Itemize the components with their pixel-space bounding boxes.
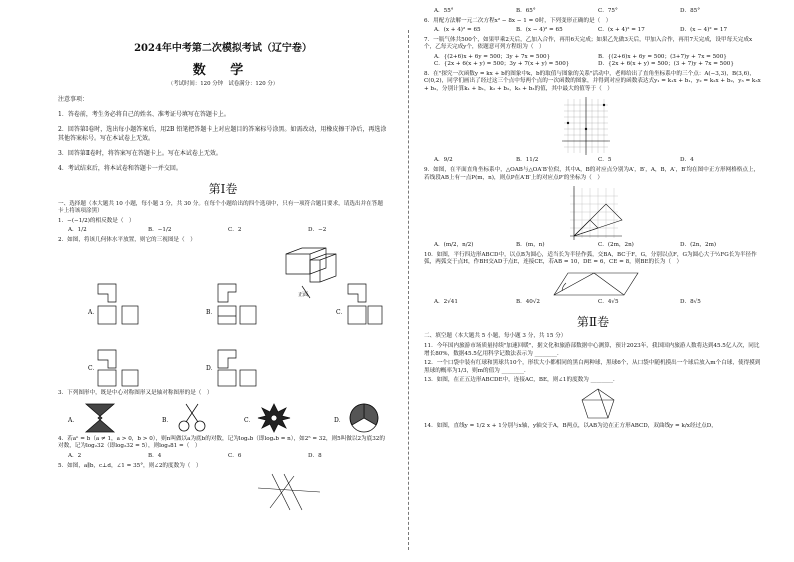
question-1: 1．−(−1/2)的相反数是（ ）: [58, 217, 135, 224]
q4-option-c: C．6: [228, 453, 242, 459]
q9-figure: [424, 184, 762, 242]
q3-label-c: C．: [244, 416, 255, 424]
q3-option-a-figure: [86, 404, 114, 432]
q5-option-b: B．65°: [516, 8, 536, 14]
q8-option-d: D．4: [680, 157, 694, 164]
question-2: 2．如图，将该几何体水平放置，则它的三视图是（ ）: [58, 236, 196, 243]
q10-option-c: C．4√5: [598, 298, 619, 305]
q7-option-b: B．{(2+6)x + 6y = 500；(3+7)y + 7x = 500}: [598, 53, 727, 60]
q2-option-a-figure: [98, 284, 138, 324]
question-11: 11．今年国内旅游市场质量持续"加速回暖"，据文化和旅游部数据中心测算，预计2023年，我国国内旅游人数将达到45.5亿人次，同比增长80%，数据45.5亿用科学记数法表示为 ________．: [424, 343, 760, 357]
q1-option-b: B．−1/2: [148, 227, 172, 234]
q1-option-a: A．1/2: [68, 227, 87, 234]
q2-label-b: B．: [206, 309, 217, 317]
q9-option-b: B．(m，n): [516, 242, 545, 249]
note-item: 3．回答第Ⅱ卷时，将答案写在答题卡上。写在本试卷上无效。: [58, 150, 222, 158]
q2-front-label: 正面: [298, 292, 309, 299]
q1-option-d: D．−2: [308, 227, 327, 234]
q2-label-c2: C．: [88, 365, 99, 373]
q6-option-d: D．(x − 4)² = 17: [680, 27, 728, 34]
question-5: 5．如图，a∥b，c⊥d，∠1 = 35°，则∠2的度数为（ ）: [58, 462, 202, 469]
note-item: 2．回答第Ⅰ卷时，选出每小题答案后，用2B 铅笔把答题卡上对应题目的答案标号涂黑。如需改动，用橡皮擦干净后，再选涂其他答案标号。写在本试卷上无效。: [58, 126, 387, 143]
q1-options: [58, 227, 388, 235]
exam-subject: 数 学: [192, 62, 254, 78]
question-14: 14．如图，直线y = 1/2 x + 1分别与x轴，y轴交于A，B两点，以AB为边在正方形ABCD，双曲线y = k/x经过点D，: [424, 422, 717, 429]
q7-option-a: A．{(2+6)x + 6y = 500；3y + 7x = 500}: [434, 53, 551, 60]
q4-options: [58, 453, 388, 461]
q3-label-b: B．: [162, 416, 173, 424]
part1-label: 第Ⅰ卷: [208, 182, 238, 197]
column-divider: [408, 30, 409, 550]
question-13: 13．如图，在正五边形ABCDE中，连接AC，BE，则∠1的度数为 ________．: [424, 377, 619, 384]
note-item: 1．答卷前，考生务必将自己的姓名、准考证号填写在答题卡上。: [58, 111, 230, 119]
q7-options: [424, 54, 762, 69]
left-column: [58, 8, 388, 556]
q2-label-d: D．: [206, 365, 217, 373]
question-7: 7．一瓶气体共500个，如果甲乘2天后，乙加入合作，再用6天完成；如果乙先做3天后，甲加入合作，再用7天完成，设甲每天完成x个，乙每天完成y个，依题意可列方程组为（ ）: [424, 36, 753, 51]
q10-option-b: B．40√2: [516, 298, 540, 305]
q9-options: [424, 242, 762, 250]
note-item: 4．考试结束后，将本试卷和答题卡一并交回。: [58, 165, 182, 173]
q3-option-b-figure: [179, 404, 205, 431]
q6-option-a: A．(x + 4)² = 65: [434, 27, 481, 34]
q5-option-c: C．75°: [598, 8, 618, 14]
part2-label: 第Ⅱ卷: [576, 315, 610, 330]
right-column: [424, 8, 762, 556]
q8-option-b: B．11/2: [516, 157, 539, 164]
exam-title: 2024年中考第二次模拟考试（辽宁卷）: [134, 43, 312, 54]
question-9: 9．如图，在平面直角坐标系中，△OAB与△OA′B′位似，其中A，B的对应点分别为A′，B′，A，B，A′，B′均在图中正方形网格格点上，若线段AB上有一点P(m，n)，则点P在A′B′上的对应点P′的坐标为（ ）: [424, 167, 760, 181]
question-4: 4．若aⁿ = b（a ≠ 1，a > 0，b > 0），则n叫做以a为底b的对数，记为logₐb（即logₐb = n），如2⁵ = 32，则5叫做以2为底32的对数，记为log₂32（即log₂32 = 5），则log₃81 =（ ）: [58, 435, 385, 450]
q2-option-d-figure: [218, 350, 256, 386]
q5-figure: [58, 472, 388, 512]
q8-option-c: C．5: [598, 157, 612, 164]
q6-option-b: B．(x − 4)² = 65: [516, 27, 563, 34]
q3-option-c-figure: [258, 404, 290, 432]
q5-option-d: D．85°: [680, 8, 700, 14]
q5-options: [424, 8, 762, 16]
q9-option-d: D．(2n，2m): [680, 242, 717, 249]
q2-figures-cd: [58, 348, 388, 388]
question-8: 8．在"探究一次函数y = kx + b的图象中k，b的取值与图象的关系"活动中，老师给出了直角坐标系中的三个点：A(−3,3)，B(3,6)，C(0,2)，同学们画出了经过这三个点中每两个点的一次函数的图象，并得到对应的函数表达式y₁ = k₁x + b₁，y₂ = k₂x + b₂，y₃ = k₃x + b₃，分别计算k₁ + b₁，k₂ + b₂，k₃ + b₃的值，其中最大的值等于（ ）: [424, 70, 761, 92]
part1-section: 一、选择题（本大题共 10 小题，每小题 3 分，共 30 分。在每个小题给出的四个选项中，只有一项符合题目要求，请选出并在答题卡上将该项涂黑）: [58, 200, 383, 215]
q7-option-d: D．{2x + 6(x + y) = 500；(3 + 7)y + 7x = 500}: [598, 61, 734, 68]
q4-option-b: B．4: [148, 453, 162, 459]
exam-info: （考试时间：120 分钟 试卷满分：120 分）: [167, 81, 279, 88]
q2-option-b-figure: [218, 284, 256, 324]
question-3: 3．下列图形中，既是中心对称图形又是轴对称图形的是（ ）: [58, 390, 213, 397]
q6-options: [424, 27, 762, 35]
q10-option-d: D．8√5: [680, 298, 701, 305]
q2-solid-figure: [286, 248, 336, 298]
question-10: 10．如图，平行四边形ABCD中，以点B为圆心，适当长为半径作弧，交BA，BC于F，G，分别以点F，G为圆心大于½FG长为半径作弧，两弧交于点H，作BH交AD于点E，连接CE，若AB = 10，DE = 6，CE = 8，则BE的长为（ ）: [424, 251, 757, 266]
q10-options: [424, 299, 762, 307]
q8-option-a: A．9/2: [434, 157, 453, 164]
q2-label-c: C．: [336, 309, 347, 317]
q3-label-a: A．: [68, 416, 79, 424]
q6-option-c: C．(x + 4)² = 17: [598, 27, 645, 34]
question-6: 6．用配方法解一元二次方程x² − 8x − 1 = 0时，下列变形正确的是（ ）: [424, 17, 612, 24]
q5-option-a: A．55°: [434, 8, 454, 14]
q3-label-d: D．: [334, 416, 345, 424]
question-12: 12．一个口袋中装有红球和黑球共10个，形状大小都相同的黑白两种球，黑球6个，从口袋中随机摸出一个球后放入m个白球，使得摸到黑球的概率为1/3，则m的值为 ________．: [424, 360, 761, 374]
notes-heading: 注意事项：: [58, 96, 89, 104]
q10-parallelogram-figure: [424, 269, 762, 299]
q7-option-c: C．{2x + 6(x + y) = 500；3y + 7(x + y) = 500}: [434, 61, 570, 68]
q2-label-a: A．: [88, 309, 99, 317]
q9-option-c: C．(2m，2n): [598, 242, 634, 249]
q3-option-d-figure: [350, 404, 378, 432]
q1-option-c: C．2: [228, 227, 242, 234]
q2-option-c-figure: [348, 284, 382, 324]
q4-option-a: A．2: [68, 453, 82, 459]
q8-options: [424, 157, 762, 165]
q4-option-d: D．8: [308, 453, 322, 459]
q2-figures: [58, 246, 388, 348]
q10-option-a: A．2√41: [434, 298, 458, 305]
q3-figures: [58, 400, 388, 434]
q9-option-a: A．(m/2，n/2): [434, 242, 474, 249]
q8-coordinate-grid: [424, 95, 762, 157]
q13-pentagon-figure: [424, 387, 762, 421]
q2-option-c2-figure: [98, 350, 138, 386]
part2-section: 二、填空题（本大题共 5 小题，每小题 3 分，共 15 分）: [424, 333, 567, 340]
